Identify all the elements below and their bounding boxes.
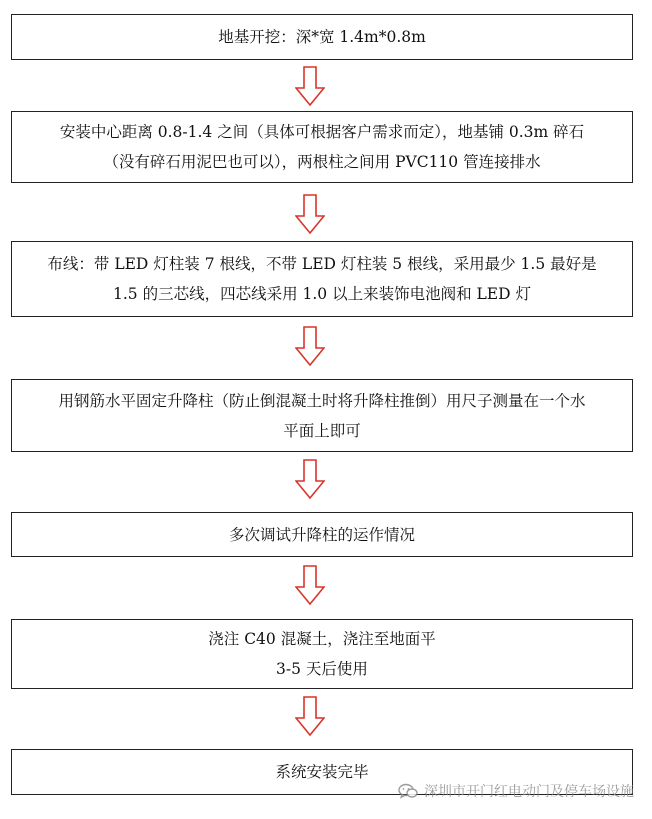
step-3-box — [11, 241, 633, 317]
wechat-icon — [398, 783, 418, 799]
flow-arrow-4-icon — [295, 459, 325, 499]
step-6-line-2: 3-5 天后使用 — [276, 660, 368, 678]
step-6-box — [11, 619, 633, 689]
step-3-line-2: 1.5 的三芯线，四芯线采用 1.0 以上来装饰电池阀和 LED 灯 — [113, 285, 531, 303]
flow-arrow-5-icon — [295, 565, 325, 605]
flow-arrow-3-icon — [295, 326, 325, 366]
watermark — [398, 781, 634, 801]
step-2-line-1: 安装中心距离 0.8-1.4 之间（具体可根据客户需求而定），地基铺 0.3m 碎石 — [59, 123, 585, 141]
step-5-box — [11, 512, 633, 557]
step-4-line-1: 用钢筋水平固定升降柱（防止倒混凝土时将升降柱推倒）用尺子测量在一个水 — [58, 391, 586, 410]
flow-arrow-6-icon — [295, 696, 325, 736]
step-7-line-1: 系统安装完毕 — [275, 763, 369, 781]
flow-arrow-1-icon — [295, 66, 325, 106]
flow-arrow-2-icon — [295, 194, 325, 234]
step-1-line-1: 地基开挖：深*宽 1.4m*0.8m — [218, 28, 426, 46]
step-4-box — [11, 379, 633, 452]
step-3-line-1: 布线：带 LED 灯柱装 7 根线，不带 LED 灯柱装 5 根线，采用最少 1.5 最好是 — [47, 255, 597, 273]
step-2-box — [11, 111, 633, 183]
step-1-box — [11, 14, 633, 60]
step-2-line-2: （没有碎石用泥巴也可以），两根柱之间用 PVC110 管连接排水 — [103, 153, 541, 171]
watermark-text: 深圳市开门红电动门及停车场设施 — [424, 784, 634, 800]
step-6-line-1: 浇注 C40 混凝土，浇注至地面平 — [208, 630, 436, 648]
step-5-line-1: 多次调试升降柱的运作情况 — [228, 525, 415, 544]
step-4-line-2: 平面上即可 — [283, 421, 361, 440]
